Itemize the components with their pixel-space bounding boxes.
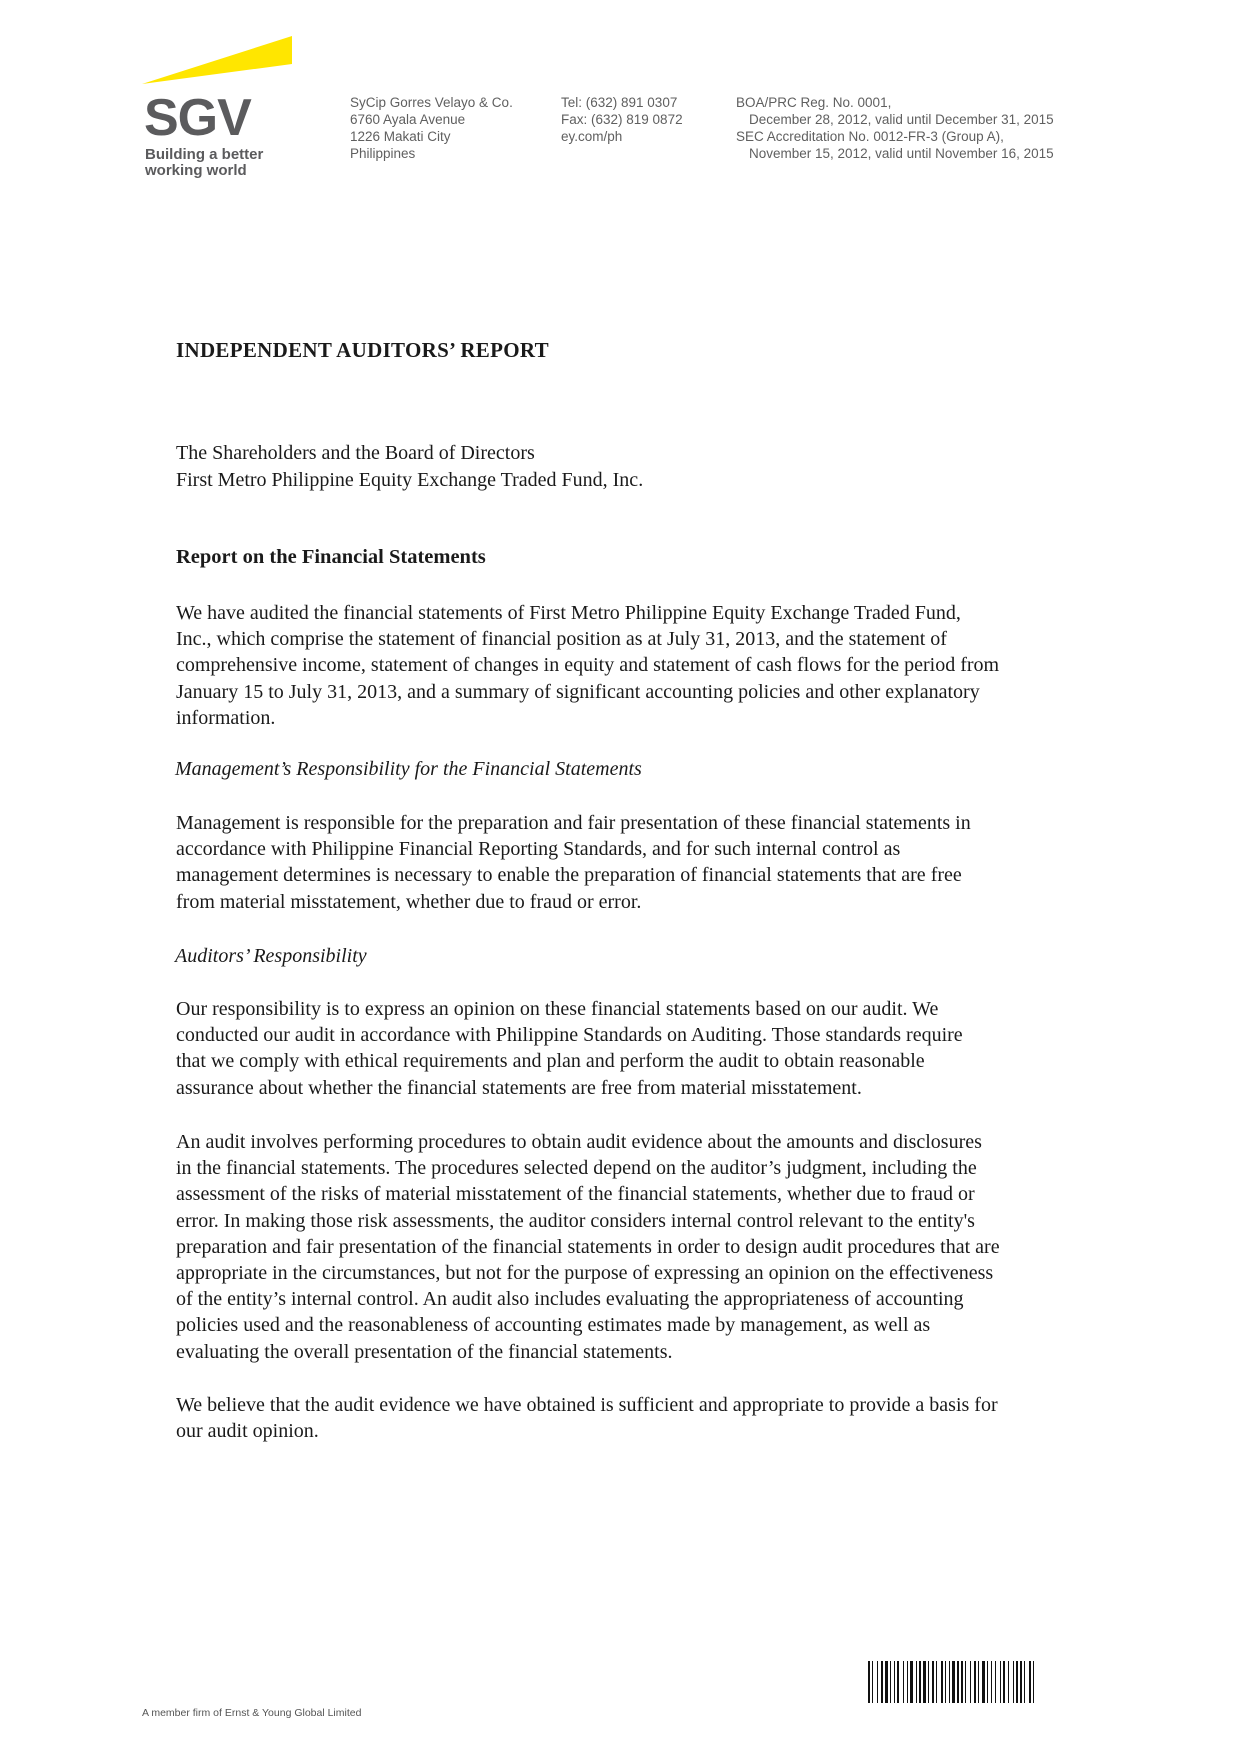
auditors-paragraph-1: Our responsibility is to express an opinion on these financial statements based on our audit. We conducted our audit in accordance with Philippine Standards on Auditing. Those standards require that we comply with ethical requirements and plan and perform the audit to obtain reasonable assurance about whether the financial statements are free from material misstatement.: [176, 998, 963, 1099]
auditors-paragraph-3: We believe that the audit evidence we have obtained is sufficient and appropriate to provide a basis for our audit opinion.: [176, 1394, 998, 1443]
auditors-paragraph-2: An audit involves performing procedures to obtain audit evidence about the amounts and disclosures in the financial statements. The procedures selected depend on the auditor’s judgment, including the assessment of the risks of material misstatement of the financial statements, whether due to fraud or error. In making those risk assessments, the auditor considers internal control relevant to the entity's preparation and fair presentation of the financial statements in order to design audit procedures that are appropriate in the circumstances, but not for the purpose of expressing an opinion on the effectiveness of the entity’s internal control. An audit also includes evaluating the appropriateness of accounting policies used and the reasonableness of accounting estimates made by management, as well as evaluating the overall presentation of the financial statements.: [176, 1131, 1000, 1363]
addressee: The Shareholders and the Board of Directors First Metro Philippine Equity Exchange Traded Fund, Inc.: [176, 442, 644, 491]
intro-paragraph: We have audited the financial statements of First Metro Philippine Equity Exchange Traded Fund, Inc., which comprise the statement of financial position as at July 31, 2013, and the statement of comprehensive income, statement of changes in equity and statement of cash flows for the period from January 15 to July 31, 2013, and a summary of significant accounting policies and other explanatory information.: [176, 602, 1000, 729]
management-heading: Management’s Responsibility for the Financial Statements: [175, 758, 642, 780]
firm-address: SyCip Gorres Velayo & Co. 6760 Ayala Avenue 1226 Makati City Philippines: [350, 95, 513, 161]
sgv-logo: [140, 34, 300, 184]
management-paragraph: Management is responsible for the preparation and fair presentation of these financial statements in accordance with Philippine Financial Reporting Standards, and for such internal control as management determines is necessary to enable the preparation of financial statements that are free from material misstatement, whether due to fraud or error.: [176, 812, 971, 913]
section-heading: Report on the Financial Statements: [176, 546, 486, 568]
firm-accreditation: BOA/PRC Reg. No. 0001, December 28, 2012, valid until December 31, 2015 SEC Accreditation No. 0012-FR-3 (Group A), November 15, 2012, valid until November 16, 2015: [736, 95, 1054, 161]
footer-note: A member firm of Ernst & Young Global Limited: [142, 1707, 362, 1719]
firm-contact: Tel: (632) 891 0307 Fax: (632) 819 0872 ey.com/ph: [561, 95, 683, 144]
yellow-beam-icon: [140, 34, 300, 94]
barcode-icon: [868, 1661, 1118, 1703]
logo-wordmark: SGV: [144, 89, 251, 147]
auditors-heading: Auditors’ Responsibility: [175, 945, 367, 967]
report-title: INDEPENDENT AUDITORS’ REPORT: [176, 338, 549, 362]
logo-tagline: Building a better working world: [145, 146, 264, 179]
